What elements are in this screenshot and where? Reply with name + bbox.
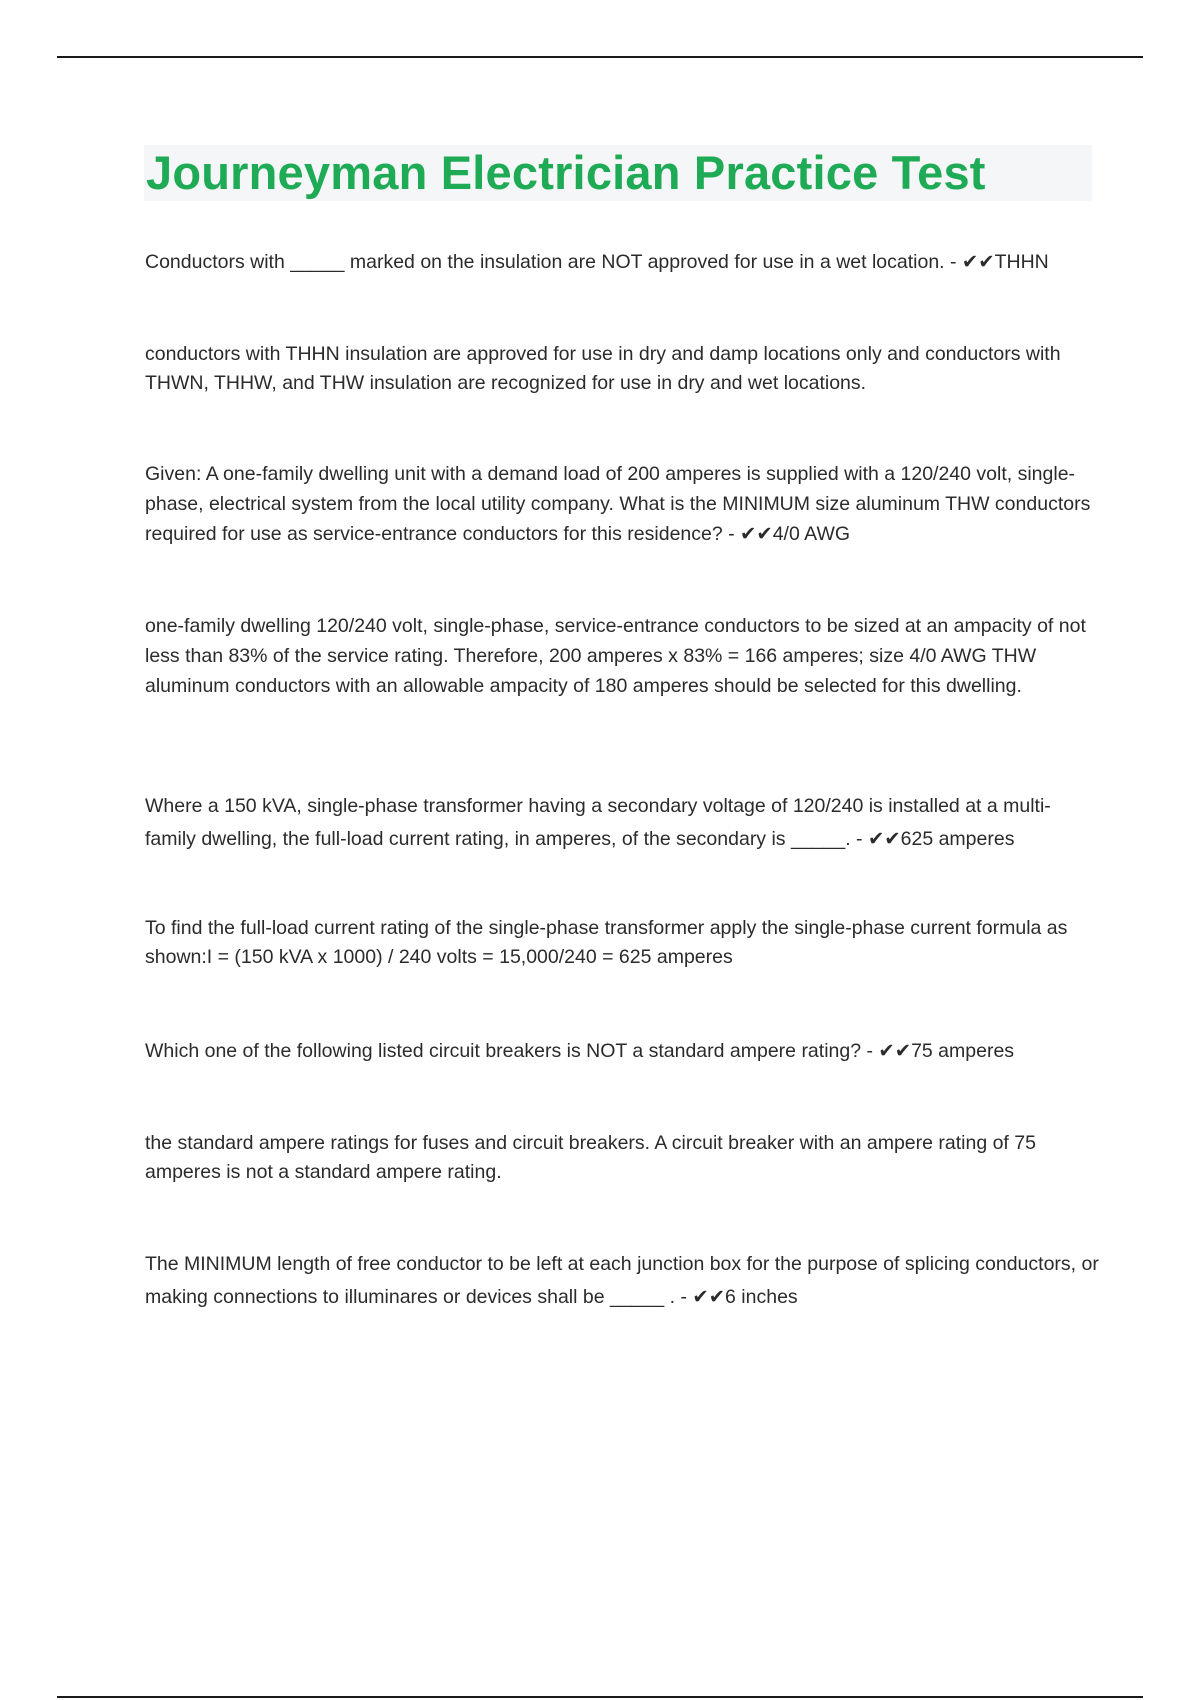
question-junction-box: The MINIMUM length of free conductor to be left at each junction box for the purpose of splicing conductors, or making connections to illuminares or devices shall be _____ . - ✔✔6 inches [145,1253,1099,1308]
explanation-thhn: conductors with THHN insulation are approved for use in dry and damp locations only and conductors with THWN, THHW, and THW insulation are recognized for use in dry and wet locations. [145,343,1061,394]
explanation-circuit-breaker: the standard ampere ratings for fuses and circuit breakers. A circuit breaker with an ampere rating of 75 amperes is not a standard ampere rating. [145,1132,1036,1183]
question-wet-location: Conductors with _____ marked on the insulation are NOT approved for use in a wet location. - ✔✔THHN [145,251,1049,273]
document-title: Journeyman Electrician Practice Test [146,146,986,199]
explanation-service-entrance: one-family dwelling 120/240 volt, single-phase, service-entrance conductors to be sized at an ampacity of not less than 83% of the service rating. Therefore, 200 amperes x 83% = 166 amperes; size 4/0 AWG THW aluminum conductors with an allowable ampacity of 180 amperes should be selected for this dwelling. [145,615,1086,697]
bottom-rule [57,1696,1143,1698]
question-service-entrance: Given: A one-family dwelling unit with a demand load of 200 amperes is supplied with a 120/240 volt, single-phase, electrical system from the local utility company. What is the MINIMUM size aluminum THW conductors required for use as service-entrance conductors for this residence? - ✔✔4/0 AWG [145,463,1091,545]
explanation-transformer: To find the full-load current rating of the single-phase transformer apply the single-phase current formula as shown:I = (150 kVA x 1000) / 240 volts = 15,000/240 = 625 amperes [145,917,1068,968]
question-circuit-breaker: Which one of the following listed circuit breakers is NOT a standard ampere rating? - ✔✔75 amperes [145,1040,1015,1062]
question-transformer: Where a 150 kVA, single-phase transformer having a secondary voltage of 120/240 is installed at a multi-family dwelling, the full-load current rating, in amperes, of the secondary is _____. - ✔✔625 amperes [145,795,1051,850]
top-rule [57,56,1143,58]
